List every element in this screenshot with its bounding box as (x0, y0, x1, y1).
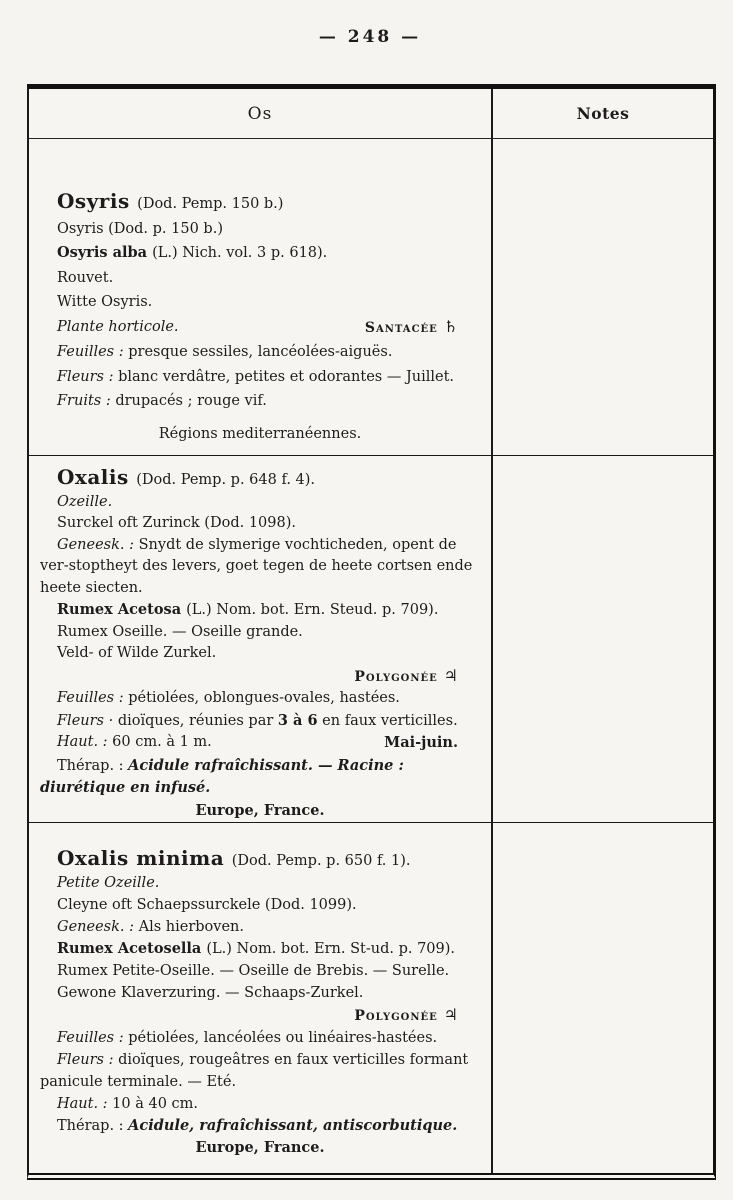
vernacular-name-nl (29, 290, 491, 315)
text-segment: Witte Osyris. (57, 294, 153, 310)
text-segment: drupacés ; rouge vif. (115, 393, 267, 409)
text-segment: Polygonée (354, 1008, 444, 1024)
text-segment: (Dod. Pemp. 150 b.) (137, 196, 284, 212)
plant-entry-oxalis-minima (29, 823, 493, 1173)
synonym-reference (29, 513, 491, 535)
entry-title (29, 467, 491, 492)
text-segment: en faux verticilles. (317, 712, 458, 729)
feuilles-description (29, 340, 491, 365)
family-line (29, 665, 491, 689)
text-segment: Acidule, rafraîchissant, antiscorbutique. (128, 1117, 458, 1134)
text-segment: Veld- of Wilde Zurkel. (57, 645, 217, 661)
notes-column-header-cell (493, 89, 713, 139)
text-segment: Haut. : (57, 1096, 113, 1112)
region-line (29, 422, 491, 447)
synonym-reference (29, 217, 491, 242)
synonym-reference (29, 894, 491, 916)
text-segment: Europe, France. (195, 801, 325, 819)
feuilles-description (29, 1027, 491, 1049)
text-segment: Surckel oft Zurinck (Dod. 1098). (57, 515, 296, 531)
text-segment: Oxalis minima (57, 846, 232, 870)
notes-cell-oxalis (493, 456, 713, 823)
text-segment: Osyris alba (57, 244, 153, 261)
text-segment: 10 à 40 cm. (112, 1096, 199, 1112)
text-segment: Gewone Klaverzuring. — Schaaps-Zurkel. (57, 985, 364, 1001)
text-segment: Geneesk. : (57, 919, 139, 935)
text-segment: Ozeille. (57, 493, 113, 510)
text-segment: Feuilles : (57, 1030, 129, 1046)
text-segment: Rouvet. (57, 269, 114, 286)
os-column-header-cell (29, 89, 493, 139)
text-segment: Osyris (57, 189, 138, 213)
synonym (29, 492, 491, 514)
botanical-name (29, 599, 491, 622)
fleurs-description (29, 710, 491, 733)
plant-duration-symbol: ♃ (443, 1005, 458, 1024)
text-segment: Régions mediterranéennes. (158, 425, 362, 442)
haut-line (29, 732, 491, 755)
text-segment: (Dod. Pemp. p. 648 f. 4). (136, 472, 316, 488)
fruits-description (29, 389, 491, 414)
text-segment: blanc verdâtre, petites et odorantes — Juillet. (118, 368, 455, 385)
text-segment: Thérap. : (57, 757, 129, 774)
text-segment: Geneesk. : (57, 536, 139, 553)
text-segment: Cleyne oft Schaepssurckele (Dod. 1099). (57, 897, 357, 913)
os-column-header: Os (247, 103, 273, 124)
text-segment: Petite Ozeille. (57, 875, 160, 891)
geneesk-paragraph (29, 535, 491, 600)
text-segment: Rumex Petite-Oseille. — Oseille de Brebis. — Surelle. (57, 963, 450, 979)
text-segment: Fleurs : (57, 1052, 119, 1068)
botanical-name (29, 938, 491, 960)
text-segment: Santacée (364, 319, 444, 336)
fleurs-description (29, 365, 491, 390)
entry-table (27, 84, 716, 1180)
plant-duration-symbol: ♄ (443, 316, 458, 336)
entry-title (29, 189, 491, 217)
geneesk-line (29, 916, 491, 938)
text-segment: (L.) Nich. vol. 3 p. 618). (152, 245, 328, 261)
text-segment: Feuilles : (57, 690, 129, 706)
text-segment: Acidule rafraîchissant. — Racine : diurétique en infusé. (40, 756, 404, 796)
text-segment: (Dod. Pemp. p. 650 f. 1). (231, 853, 411, 869)
vernacular-name-nl (29, 982, 491, 1004)
haut-line (29, 1093, 491, 1115)
text-segment: Europe, France. (195, 1139, 325, 1156)
text-segment: Polygonée (354, 668, 444, 685)
notes-cell-oxalis-minima (493, 823, 713, 1173)
text-segment: Haut. : (57, 734, 113, 750)
habit-family-line (29, 315, 491, 341)
text-segment: Plante horticole. (57, 318, 179, 335)
vernacular-name-fr (29, 622, 491, 644)
line-right-part (384, 732, 458, 755)
line-left-part (57, 315, 179, 341)
text-segment: Mai-juin. (384, 734, 458, 751)
region-line (29, 800, 491, 823)
text-segment: Oxalis (57, 465, 137, 489)
vernacular-name-fr (29, 960, 491, 982)
text-segment: pétiolées, oblongues-ovales, hastées. (128, 690, 400, 706)
text-segment: dioïques, réunies par (117, 712, 278, 729)
text-segment: Rumex Oseille. — Oseille grande. (57, 623, 303, 640)
vernacular-name-nl (29, 643, 491, 665)
vernacular-name-fr (29, 266, 491, 291)
feuilles-description (29, 688, 491, 710)
therap-paragraph (29, 755, 491, 800)
notes-cell-osyris (493, 139, 713, 456)
line-left-part (57, 732, 212, 755)
family-line (29, 1004, 491, 1027)
text-segment: 60 cm. à 1 m. (112, 734, 212, 750)
text-segment: Fruits : (57, 393, 116, 409)
text-segment: Rumex Acetosella (57, 940, 207, 957)
text-segment: dioïques, rougeâtres en faux verticilles formant panicule terminale. — Eté. (40, 1052, 469, 1090)
notes-column-header: Notes (576, 104, 630, 123)
text-segment: Rumex Acetosa (57, 601, 187, 618)
fleurs-description (29, 1049, 491, 1093)
plant-duration-symbol: ♃ (443, 665, 458, 685)
text-segment: (L.) Nom. bot. Ern. Steud. p. 709). (186, 602, 439, 618)
text-segment: (L.) Nom. bot. Ern. St-ud. p. 709). (206, 941, 456, 957)
text-segment: Osyris (Dod. p. 150 b.) (57, 220, 223, 237)
text-segment: Snydt de slymerige vochticheden, opent de ver-stoptheyt des levers, goet tegen de heete cortsen ende heete siecten. (40, 536, 473, 596)
text-segment: Fleurs : (57, 368, 119, 385)
plant-entry-osyris (29, 139, 493, 456)
botanical-name (29, 241, 491, 266)
entry-title (29, 847, 491, 872)
synonym (29, 872, 491, 894)
text-segment: pétiolées, lancéolées ou linéaires-hastées. (128, 1030, 438, 1046)
text-segment: Als hierboven. (138, 919, 244, 935)
text-segment: 3 à 6 (277, 711, 318, 729)
text-segment: Fleurs · (57, 712, 118, 729)
page-number: — 248 — (318, 27, 422, 47)
text-segment: Feuilles : (57, 344, 129, 360)
region-line (29, 1137, 491, 1159)
plant-entry-oxalis (29, 456, 493, 823)
therap-line (29, 1115, 491, 1137)
line-right-part (365, 315, 458, 341)
text-segment: presque sessiles, lancéolées-aiguës. (128, 344, 393, 360)
text-segment: Thérap. : (57, 1118, 129, 1134)
